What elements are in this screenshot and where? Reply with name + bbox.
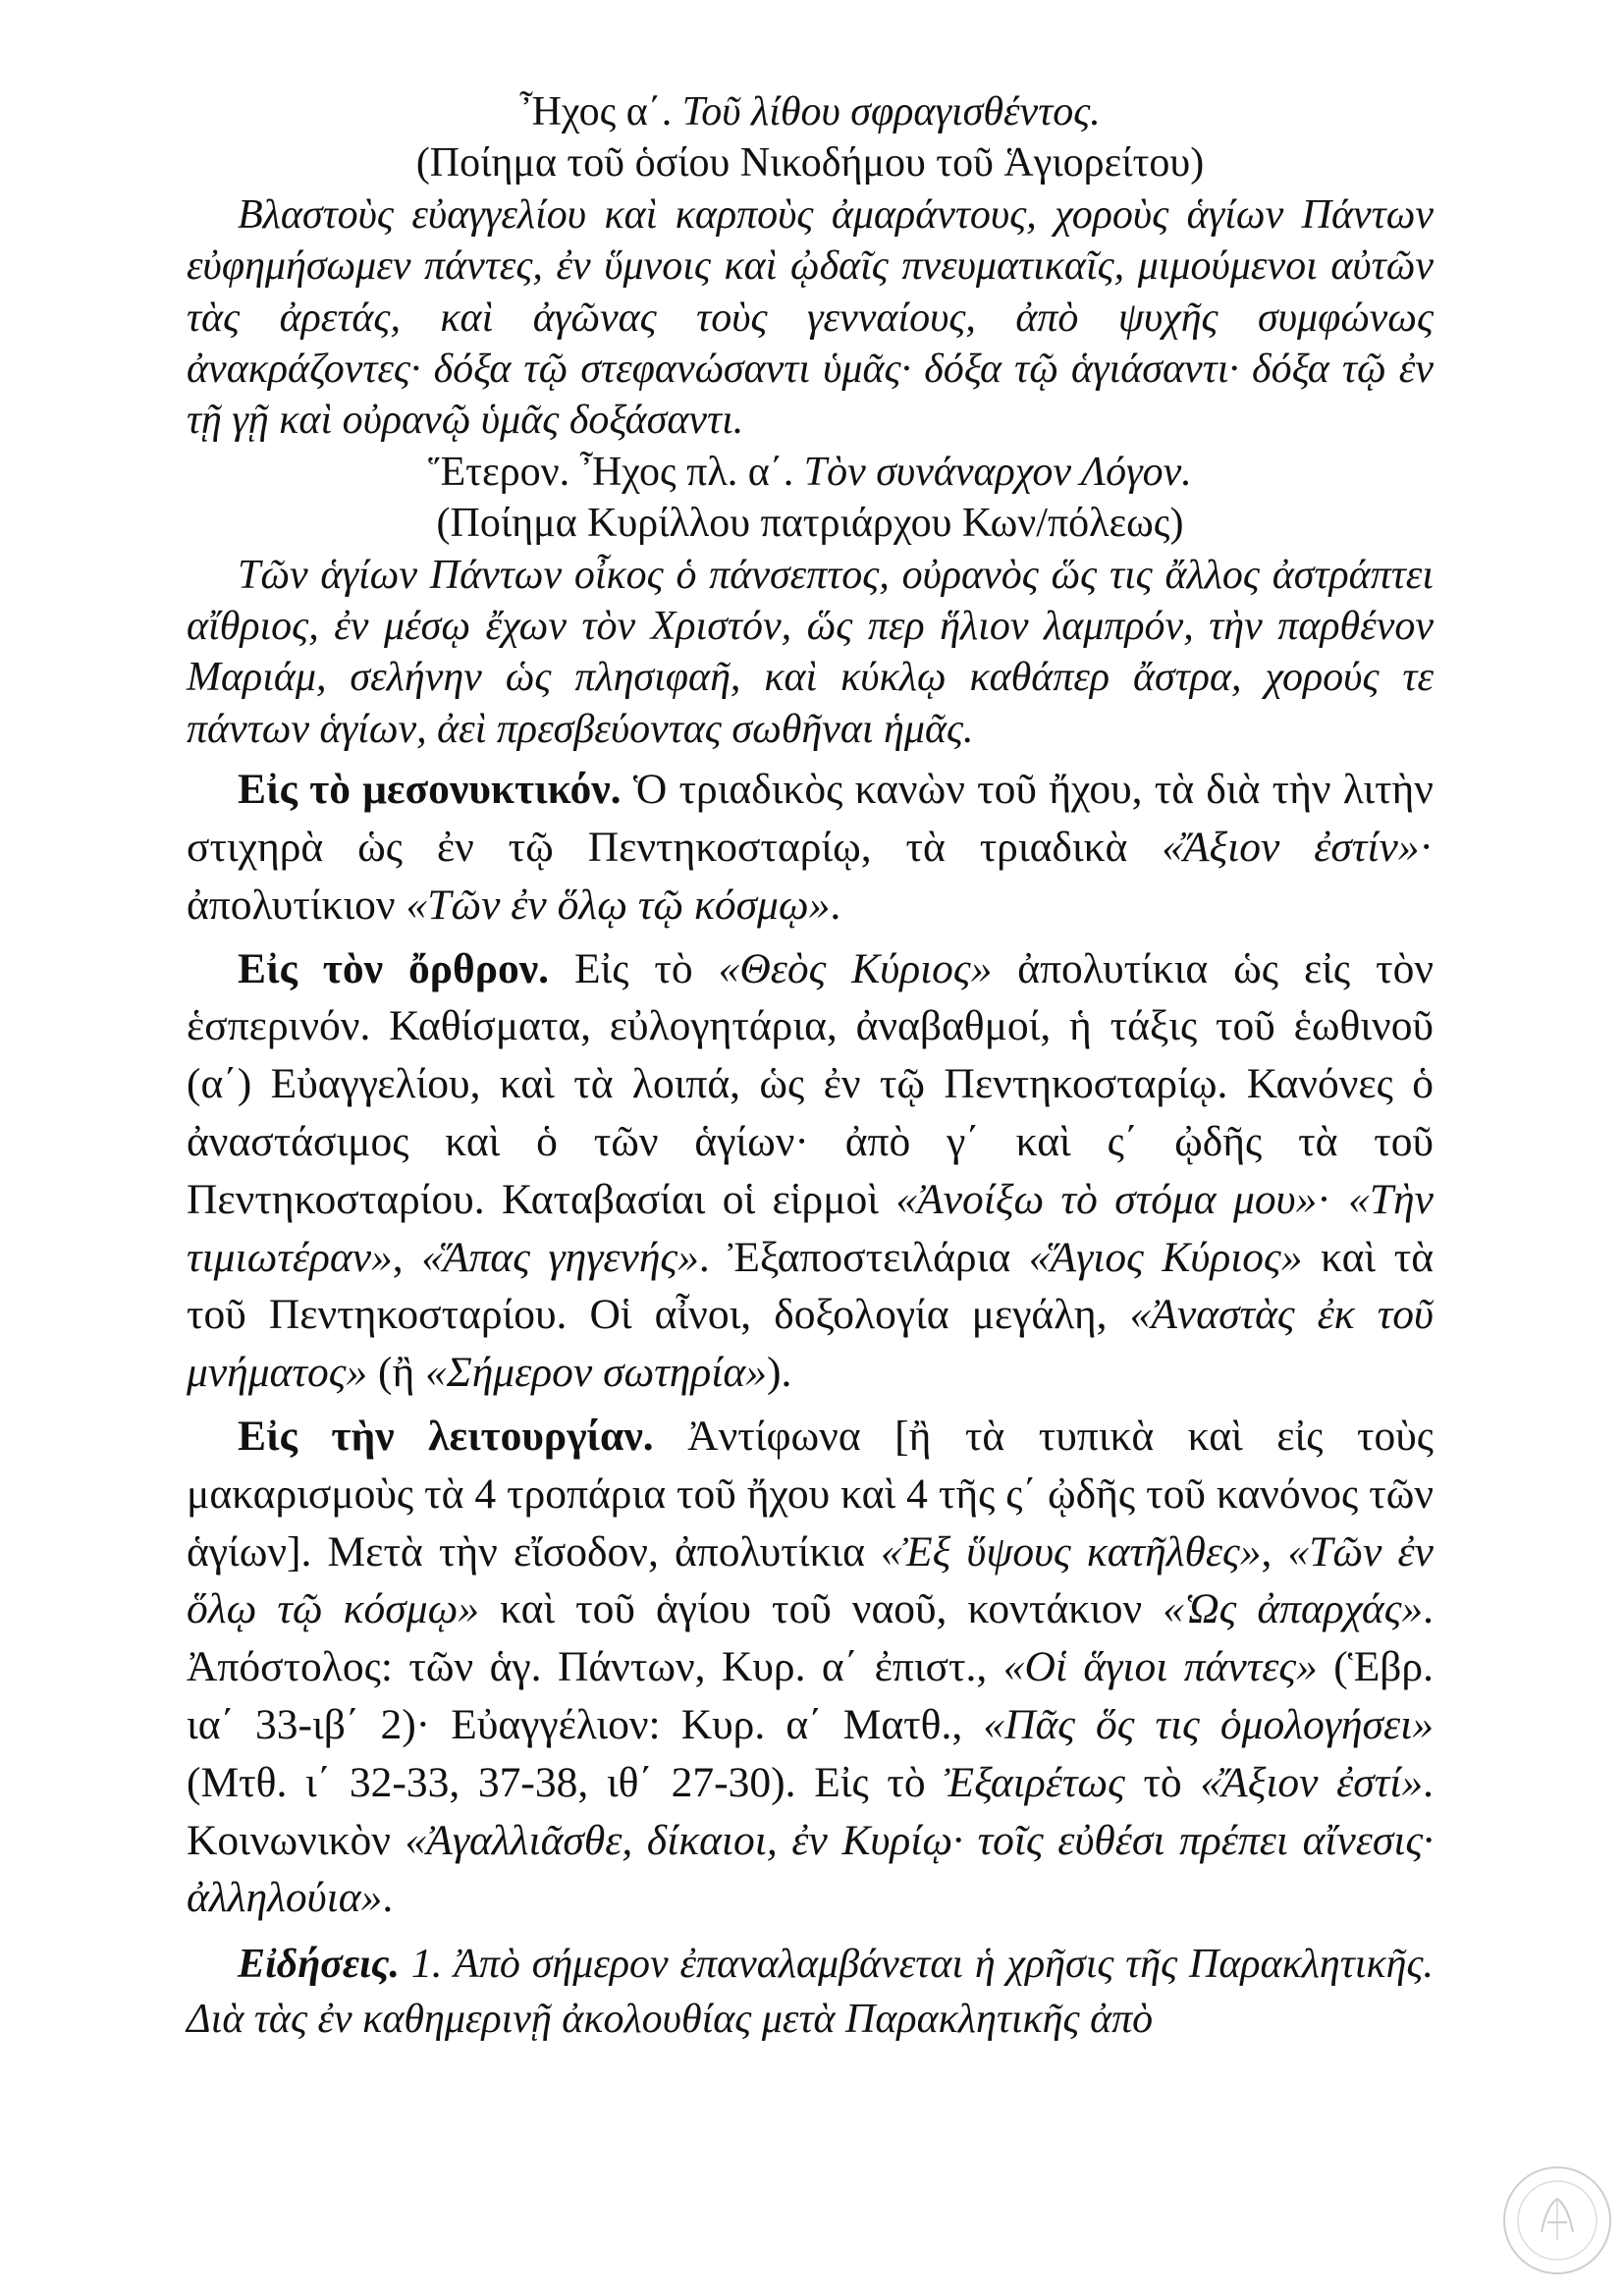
hymn2-mode: Ἕτερον. Ἦχος πλ. α΄. — [428, 449, 794, 495]
eidiseis-heading: Εἰδήσεις. — [238, 1942, 401, 1988]
orthros-text-2: ἀπολυτίκια ὡς εἰς τὸν ἑσπερινόν. Καθίσματα, εὐλογητάρια, ἀναβαθμοί, ἡ τάξις τοῦ ἑωθινοῦ (α΄) Εὐαγγελίου, καὶ τὰ λοιπά, ὡς ἐν τῷ Πεντηκοσταρίῳ. Κανόνες ὁ ἀναστάσιμος καὶ ὁ τῶν ἁγίων· ἀπὸ γ΄ καὶ ς΄ ᾠδῆς τὰ τοῦ Πεντηκοσταρίου. Καταβασίαι οἱ εἱρμοὶ — [187, 944, 1434, 1223]
orthros-text-4: , — [392, 1233, 422, 1281]
orthros-text-8: ). — [766, 1349, 792, 1397]
mesonyktikon-heading: Εἰς τὸ μεσονυκτικόν. — [238, 766, 622, 814]
leitourgia-heading: Εἰς τὴν λειτουργίαν. — [238, 1413, 654, 1461]
orthros-heading: Εἰς τὸν ὄρθρον. — [238, 944, 550, 992]
orthros-text-1: Εἰς τὸ — [549, 944, 719, 992]
hymn1-mode: Ἦχος α΄. — [519, 89, 673, 134]
hymn1-model: Τοῦ λίθου σφραγισθέντος. — [681, 89, 1101, 134]
orthros-quote-1: «Θεὸς Κύριος» — [718, 944, 993, 992]
leitourgia-text-9: . — [382, 1874, 394, 1922]
leitourgia-text-5: (Ἑβρ. ια΄ 33-ιβ΄ 2)· Εὐαγγέλιον: Κυρ. α΄ Ματθ., — [187, 1643, 1434, 1749]
leitourgia-text-6: (Μτθ. ι΄ 32-33, 37-38, ιθ΄ 27-30). Εἰς τὸ — [187, 1758, 945, 1806]
section-eidiseis — [187, 1937, 1434, 2047]
mesonyktikon-text-1: Ὁ τριαδικὸς κανὼν τοῦ ἤχου, τὰ διὰ τὴν λιτὴν στιχηρὰ ὡς ἐν τῷ Πεντηκοσταρίῳ, τὰ τριαδικὰ — [187, 766, 1434, 872]
hymn2-author: (Ποίημα Κυρίλλου πατριάρχου Κων/πόλεως) — [436, 501, 1184, 547]
section-leitourgia — [187, 1408, 1434, 1927]
section-orthros — [187, 940, 1434, 1402]
hymn1-text: Βλαστοὺς εὐαγγελίου καὶ καρποὺς ἀμαράντους, χοροὺς ἁγίων Πάντων εὐφημήσωμεν πάντες, ἐν ὕμνοις καὶ ᾠδαῖς πνευματικαῖς, μιμούμενοι αὐτῶν τὰς ἀρετάς, καὶ ἀγῶνας τοὺς γενναίους, ἀπὸ ψυχῆς συμφώνως ἀνακράζοντες· δόξα τῷ στεφανώσαντι ὑμᾶς· δόξα τῷ ἁγιάσαντι· δόξα τῷ ἐν τῇ γῇ καὶ οὐρανῷ ὑμᾶς δοξάσαντι. — [187, 191, 1434, 444]
leitourgia-quote-6: Ἐξαιρέτως — [944, 1758, 1125, 1806]
hymn2-title — [187, 447, 1434, 498]
orthros-quote-3: «Τὴν τιμιωτέραν» — [187, 1175, 1434, 1281]
orthros-text-7: (ἢ — [367, 1349, 426, 1397]
eidiseis-text: 1. Ἀπὸ σήμερον ἐπαναλαμβάνεται ἡ χρῆσις τῆς Παρακλητικῆς. Διὰ τὰς ἐν καθημερινῇ ἀκολουθίας μετὰ Παρακλητικῆς ἀπὸ — [187, 1942, 1434, 2043]
orthros-text-3: · — [1317, 1175, 1349, 1223]
orthros-text-6: καὶ τὰ τοῦ Πεντηκοσταρίου. Οἱ αἶνοι, δοξολογία μεγάλη, — [187, 1233, 1435, 1339]
orthros-quote-4: «Ἅπας γηγενής» — [421, 1233, 699, 1281]
leitourgia-text-4: . Ἀπόστολος: τῶν ἁγ. Πάντων, Κυρ. α΄ ἐπιστ., — [187, 1585, 1435, 1691]
leitourgia-text-2: , — [1261, 1527, 1288, 1575]
mesonyktikon-quote-1: «Ἄξιον ἐστίν» — [1162, 824, 1420, 872]
leitourgia-quote-8: «Ἀγαλλιᾶσθε, δίκαιοι, ἐν Κυρίῳ· τοῖς εὐθέσι πρέπει αἴνεσις· ἀλληλούια» — [187, 1816, 1435, 1922]
hymn2-model: Τὸν συνάναρχον Λόγον. — [803, 449, 1192, 495]
leitourgia-quote-3: «Ὡς ἀπαρχάς» — [1163, 1585, 1424, 1633]
orthros-quote-7: «Σήμερον σωτηρία» — [425, 1349, 767, 1397]
hymn1-title — [187, 86, 1434, 137]
leitourgia-text-3: καὶ τοῦ ἁγίου τοῦ ναοῦ, κοντάκιον — [479, 1585, 1164, 1633]
orthros-quote-5: «Ἅγιος Κύριος» — [1028, 1233, 1303, 1281]
leitourgia-text-1: Ἀντίφωνα [ἢ τὰ τυπικὰ καὶ εἰς τοὺς μακαρισμοὺς τὰ 4 τροπάρια τοῦ ἤχου καὶ 4 τῆς ς΄ ᾠδῆς τοῦ κανόνος τῶν ἁγίων]. Μετὰ τὴν εἴσοδον, ἀπολυτίκια — [187, 1413, 1434, 1575]
hymn2-text: Τῶν ἁγίων Πάντων οἶκος ὁ πάνσεπτος, οὐρανὸς ὥς τις ἄλλος ἀστράπτει αἴθριος, ἐν μέσῳ ἔχων τὸν Χριστόν, ὥς περ ἥλιον λαμπρόν, τὴν παρθένον Μαριάμ, σελήνην ὡς πλησιφαῆ, καὶ κύκλῳ καθάπερ ἄστρα, χορούς τε πάντων ἁγίων, ἀεὶ πρεσβεύοντας σωθῆναι ἡμᾶς. — [187, 552, 1434, 752]
leitourgia-quote-4: «Οἱ ἅγιοι πάντες» — [1002, 1643, 1318, 1691]
orthros-quote-2: «Ἀνοίξω τὸ στόμα μου» — [895, 1175, 1318, 1223]
section-mesonyktikon — [187, 761, 1434, 934]
mesonyktikon-quote-2: «Τῶν ἐν ὅλῳ τῷ κόσμῳ» — [406, 881, 831, 929]
leitourgia-quote-7: «Ἄξιον ἐστί» — [1200, 1758, 1424, 1806]
leitourgia-quote-5: «Πᾶς ὅς τις ὁμολογήσει» — [983, 1701, 1434, 1749]
leitourgia-quote-2: «Τῶν ἐν ὅλῳ τῷ κόσμῳ» — [187, 1527, 1434, 1633]
mesonyktikon-text-3: . — [830, 881, 841, 929]
document-body — [187, 86, 1434, 2047]
hymn1-author: (Ποίημα τοῦ ὁσίου Νικοδήμου τοῦ Ἁγιορείτου) — [415, 140, 1205, 187]
leitourgia-quote-1: «Ἐξ ὕψους κατῆλθες» — [881, 1527, 1262, 1575]
mesonyktikon-text-2: · ἀπολυτίκιον — [187, 824, 1435, 929]
leitourgia-text-8: . Κοινωνικὸν — [187, 1758, 1435, 1864]
leitourgia-text-7: τὸ — [1124, 1758, 1201, 1806]
orthros-text-5: . Ἐξαποστειλάρια — [698, 1233, 1029, 1281]
orthros-quote-6: «Ἀναστὰς ἐκ τοῦ μνήματος» — [187, 1291, 1435, 1397]
choir-seal-icon — [1500, 2163, 1614, 2277]
